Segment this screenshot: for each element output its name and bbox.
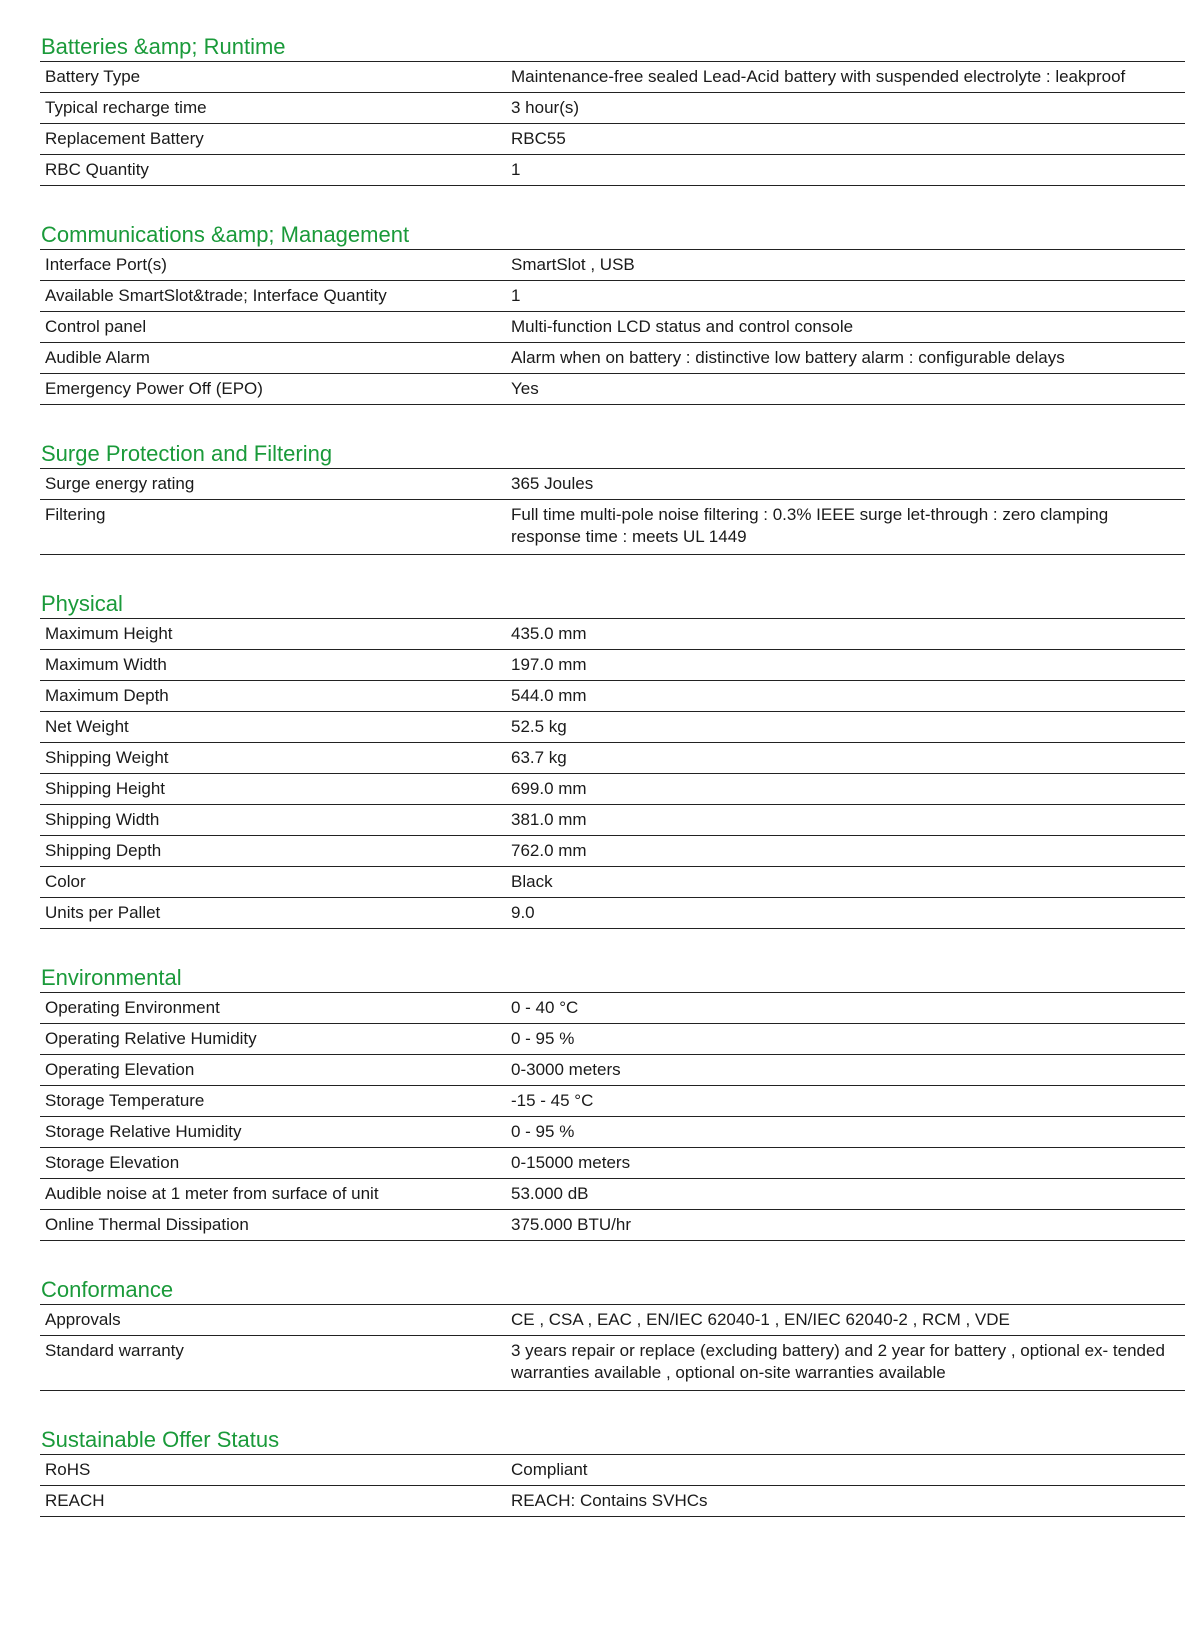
spec-label: Approvals <box>40 1305 506 1336</box>
spec-value: 9.0 <box>506 898 1185 929</box>
spec-row <box>40 155 1185 186</box>
spec-row <box>40 250 1185 281</box>
spec-label: RBC Quantity <box>40 155 506 186</box>
spec-label: Surge energy rating <box>40 469 506 500</box>
spec-label: Available SmartSlot&trade; Interface Quantity <box>40 281 506 312</box>
spec-document <box>40 34 1185 1553</box>
spec-row <box>40 1179 1185 1210</box>
spec-value: 63.7 kg <box>506 743 1185 774</box>
spec-label: Shipping Height <box>40 774 506 805</box>
spec-section <box>40 34 1185 186</box>
spec-value: Maintenance-free sealed Lead-Acid battery with suspended electrolyte : leakproof <box>506 62 1185 93</box>
spec-row <box>40 93 1185 124</box>
spec-section <box>40 965 1185 1241</box>
section-title: Communications &amp; Management <box>41 222 410 247</box>
spec-row <box>40 712 1185 743</box>
spec-row <box>40 805 1185 836</box>
spec-value: Alarm when on battery : distinctive low battery alarm : configurable delays <box>506 343 1185 374</box>
section-title: Sustainable Offer Status <box>41 1427 280 1452</box>
spec-row <box>40 312 1185 343</box>
spec-section <box>40 1277 1185 1391</box>
spec-value: 699.0 mm <box>506 774 1185 805</box>
spec-value: 0 - 95 % <box>506 1117 1185 1148</box>
section-title: Conformance <box>41 1277 174 1302</box>
spec-section <box>40 441 1185 555</box>
spec-row <box>40 993 1185 1024</box>
spec-row <box>40 500 1185 555</box>
spec-label: Operating Environment <box>40 993 506 1024</box>
spec-label: Interface Port(s) <box>40 250 506 281</box>
spec-section <box>40 1427 1185 1517</box>
spec-label: Control panel <box>40 312 506 343</box>
spec-label: Typical recharge time <box>40 93 506 124</box>
spec-row <box>40 281 1185 312</box>
spec-label: Operating Elevation <box>40 1055 506 1086</box>
spec-label: Maximum Height <box>40 619 506 650</box>
spec-value: 544.0 mm <box>506 681 1185 712</box>
spec-row <box>40 1086 1185 1117</box>
spec-value: Multi-function LCD status and control console <box>506 312 1185 343</box>
spec-label: Filtering <box>40 500 506 555</box>
spec-row <box>40 1305 1185 1336</box>
spec-label: Audible Alarm <box>40 343 506 374</box>
spec-label: Net Weight <box>40 712 506 743</box>
spec-value: 3 years repair or replace (excluding battery) and 2 year for battery , optional ex- tended warranties available , optional on-site warranties available <box>506 1336 1185 1391</box>
spec-table <box>40 249 1185 405</box>
spec-table <box>40 468 1185 555</box>
spec-label: Standard warranty <box>40 1336 506 1391</box>
section-title: Environmental <box>41 965 182 990</box>
spec-label: Battery Type <box>40 62 506 93</box>
spec-label: RoHS <box>40 1455 506 1486</box>
spec-value: Black <box>506 867 1185 898</box>
spec-row <box>40 836 1185 867</box>
spec-value: 375.000 BTU/hr <box>506 1210 1185 1241</box>
spec-row <box>40 619 1185 650</box>
spec-table <box>40 61 1185 186</box>
spec-value: 762.0 mm <box>506 836 1185 867</box>
spec-row <box>40 124 1185 155</box>
spec-table <box>40 992 1185 1241</box>
spec-label: Audible noise at 1 meter from surface of unit <box>40 1179 506 1210</box>
spec-row <box>40 62 1185 93</box>
spec-label: Shipping Depth <box>40 836 506 867</box>
spec-row <box>40 1024 1185 1055</box>
spec-value: Full time multi-pole noise filtering : 0.3% IEEE surge let-through : zero clamping response time : meets UL 1449 <box>506 500 1185 555</box>
spec-value: 197.0 mm <box>506 650 1185 681</box>
spec-value: 0 - 95 % <box>506 1024 1185 1055</box>
spec-row <box>40 1486 1185 1517</box>
spec-value: CE , CSA , EAC , EN/IEC 62040-1 , EN/IEC 62040-2 , RCM , VDE <box>506 1305 1185 1336</box>
spec-row <box>40 1455 1185 1486</box>
spec-label: Shipping Weight <box>40 743 506 774</box>
spec-row <box>40 343 1185 374</box>
spec-row <box>40 867 1185 898</box>
spec-row <box>40 1055 1185 1086</box>
spec-value: REACH: Contains SVHCs <box>506 1486 1185 1517</box>
spec-row <box>40 1148 1185 1179</box>
spec-label: Storage Relative Humidity <box>40 1117 506 1148</box>
spec-label: Maximum Depth <box>40 681 506 712</box>
spec-value: 3 hour(s) <box>506 93 1185 124</box>
spec-table <box>40 618 1185 929</box>
spec-label: Maximum Width <box>40 650 506 681</box>
spec-section <box>40 591 1185 929</box>
spec-value: 0 - 40 °C <box>506 993 1185 1024</box>
spec-label: Online Thermal Dissipation <box>40 1210 506 1241</box>
spec-value: SmartSlot , USB <box>506 250 1185 281</box>
spec-row <box>40 1210 1185 1241</box>
spec-value: RBC55 <box>506 124 1185 155</box>
spec-value: 1 <box>506 281 1185 312</box>
spec-row <box>40 681 1185 712</box>
spec-label: Units per Pallet <box>40 898 506 929</box>
spec-value: 52.5 kg <box>506 712 1185 743</box>
spec-label: Color <box>40 867 506 898</box>
spec-table <box>40 1304 1185 1391</box>
spec-value: Compliant <box>506 1455 1185 1486</box>
spec-value: 381.0 mm <box>506 805 1185 836</box>
spec-value: 53.000 dB <box>506 1179 1185 1210</box>
spec-row <box>40 743 1185 774</box>
spec-section <box>40 222 1185 405</box>
spec-label: Emergency Power Off (EPO) <box>40 374 506 405</box>
spec-value: 0-3000 meters <box>506 1055 1185 1086</box>
spec-label: Storage Temperature <box>40 1086 506 1117</box>
spec-row <box>40 1336 1185 1391</box>
spec-row <box>40 469 1185 500</box>
spec-row <box>40 898 1185 929</box>
spec-label: Replacement Battery <box>40 124 506 155</box>
spec-row <box>40 650 1185 681</box>
spec-value: -15 - 45 °C <box>506 1086 1185 1117</box>
spec-row <box>40 1117 1185 1148</box>
section-title: Surge Protection and Filtering <box>41 441 333 466</box>
spec-value: Yes <box>506 374 1185 405</box>
spec-table <box>40 1454 1185 1517</box>
spec-label: Shipping Width <box>40 805 506 836</box>
spec-label: REACH <box>40 1486 506 1517</box>
section-title: Batteries &amp; Runtime <box>41 34 286 59</box>
spec-label: Operating Relative Humidity <box>40 1024 506 1055</box>
spec-value: 365 Joules <box>506 469 1185 500</box>
spec-value: 1 <box>506 155 1185 186</box>
spec-label: Storage Elevation <box>40 1148 506 1179</box>
spec-row <box>40 374 1185 405</box>
spec-row <box>40 774 1185 805</box>
section-title: Physical <box>41 591 123 616</box>
spec-value: 0-15000 meters <box>506 1148 1185 1179</box>
spec-value: 435.0 mm <box>506 619 1185 650</box>
